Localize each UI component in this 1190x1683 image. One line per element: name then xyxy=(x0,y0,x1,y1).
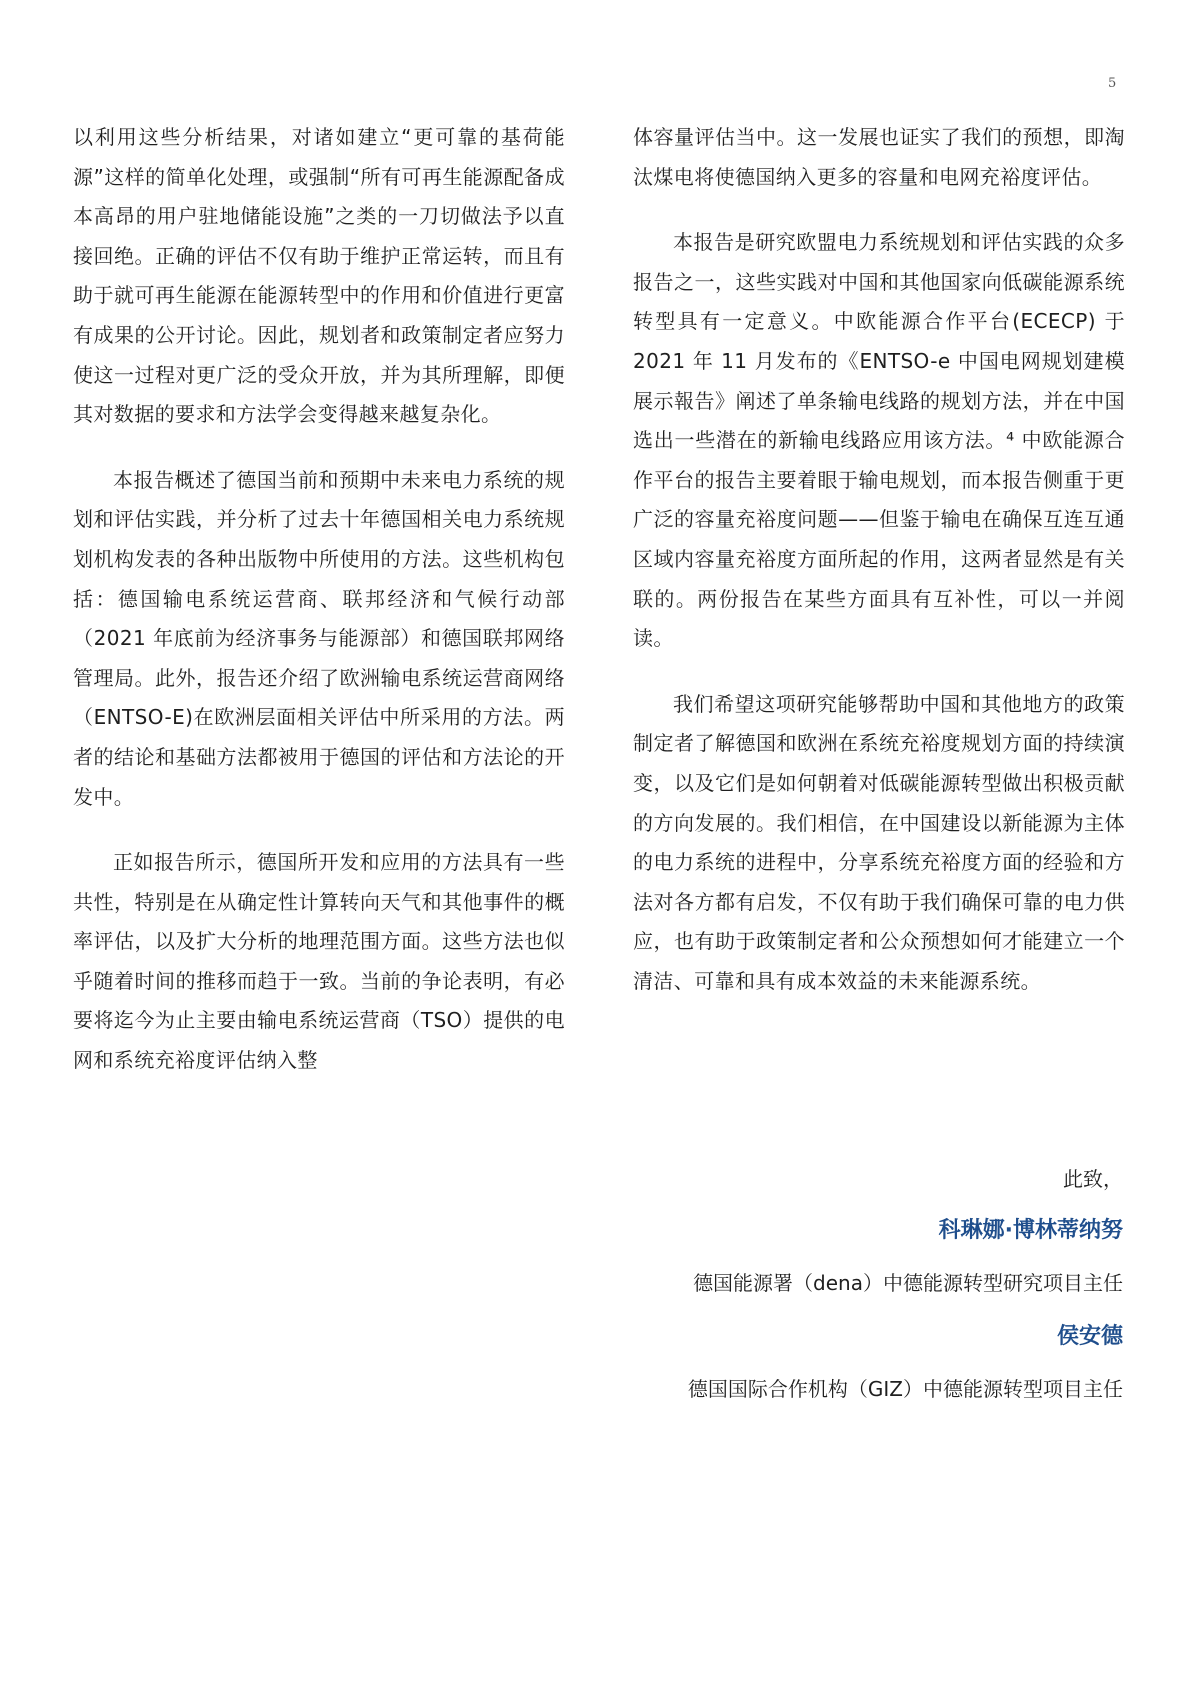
right-paragraph-3: 我们希望这项研究能够帮助中国和其他地方的政策制定者了解德国和欧洲在系统充裕度规划方面的持续演变，以及它们是如何朝着对低碳能源转型做出积极贡献的方向发展的。我们相信，在中国建设以新能源为主体的电力系统的进程中，分享系统充裕度方面的经验和方法对各方都有启发，不仅有助于我们确保可靠的电力供应，也有助于政策制定者和公众预想如何才能建立一个清洁、可靠和具有成本效益的未来能源系统。 xyxy=(633,691,1125,993)
page-number: 5 xyxy=(1108,76,1117,91)
left-paragraph-3: 正如报告所示，德国所开发和应用的方法具有一些共性，特别是在从确定性计算转向天气和其他事件的概率评估，以及扩大分析的地理范围方面。这些方法也似乎随着时间的推移而趋于一致。当前的争论表明，有必要将迄今为止主要由输电系统运营商（TSO）提供的电网和系统充裕度评估纳入整 xyxy=(73,850,565,1073)
signatory-title-2: 德国国际合作机构（GIZ）中德能源转型项目主任 xyxy=(687,1377,1123,1401)
right-paragraph-2: 本报告是研究欧盟电力系统规划和评估实践的众多报告之一，这些实践对中国和其他国家向低碳能源系统转型具有一定意义。中欧能源合作平台(ECECP) 于 2021 年 11 月发布的《ENTSO-e 中国电网规划建模展示報告》阐述了单条输电线路的规划方法，并在中国选出一些潜在的新输电线路应用该方法。⁴ 中欧能源合作平台的报告主要着眼于输电规划，而本报告侧重于更广泛的容量充裕度问题——但鉴于输电在确保互连互通区域内容量充裕度方面所起的作用，这两者显然是有关联的。两份报告在某些方面具有互补性，可以一并阅读。 xyxy=(633,230,1125,651)
right-paragraph-1: 体容量评估当中。这一发展也证实了我们的预想，即淘汰煤电将使德国纳入更多的容量和电网充裕度评估。 xyxy=(633,125,1125,189)
left-paragraph-2: 本报告概述了德国当前和预期中未来电力系统的规划和评估实践，并分析了过去十年德国相关电力系统规划机构发表的各种出版物中所使用的方法。这些机构包括：德国输电系统运营商、联邦经济和气候行动部（2021 年底前为经济事务与能源部）和德国联邦网络管理局。此外，报告还介绍了欧洲输电系统运营商网络（ENTSO-E)在欧洲层面相关评估中所采用的方法。两者的结论和基础方法都被用于德国的评估和方法论的开发中。 xyxy=(73,467,565,809)
signatory-title-1: 德国能源署（dena）中德能源转型研究项目主任 xyxy=(693,1271,1123,1295)
left-paragraph-1: 以利用这些分析结果，对诸如建立“更可靠的基荷能源”这样的简单化处理，或强制“所有可再生能源配备成本高昂的用户驻地储能设施”之类的一刀切做法予以直接回绝。正确的评估不仅有助于维护正常运转，而且有助于就可再生能源在能源转型中的作用和价值进行更富有成果的公开讨论。因此，规划者和政策制定者应努力使这一过程对更广泛的受众开放，并为其所理解，即便其对数据的要求和方法学会变得越来越复杂化。 xyxy=(73,125,565,427)
right-column xyxy=(633,118,1125,1027)
left-column xyxy=(73,118,565,1107)
salutation: 此致， xyxy=(1063,1167,1123,1191)
signatory-name-1: 科琳娜·博林蒂纳努 xyxy=(938,1218,1123,1243)
closing-block xyxy=(688,1166,1123,1430)
signatory-name-2: 侯安德 xyxy=(1056,1324,1123,1349)
